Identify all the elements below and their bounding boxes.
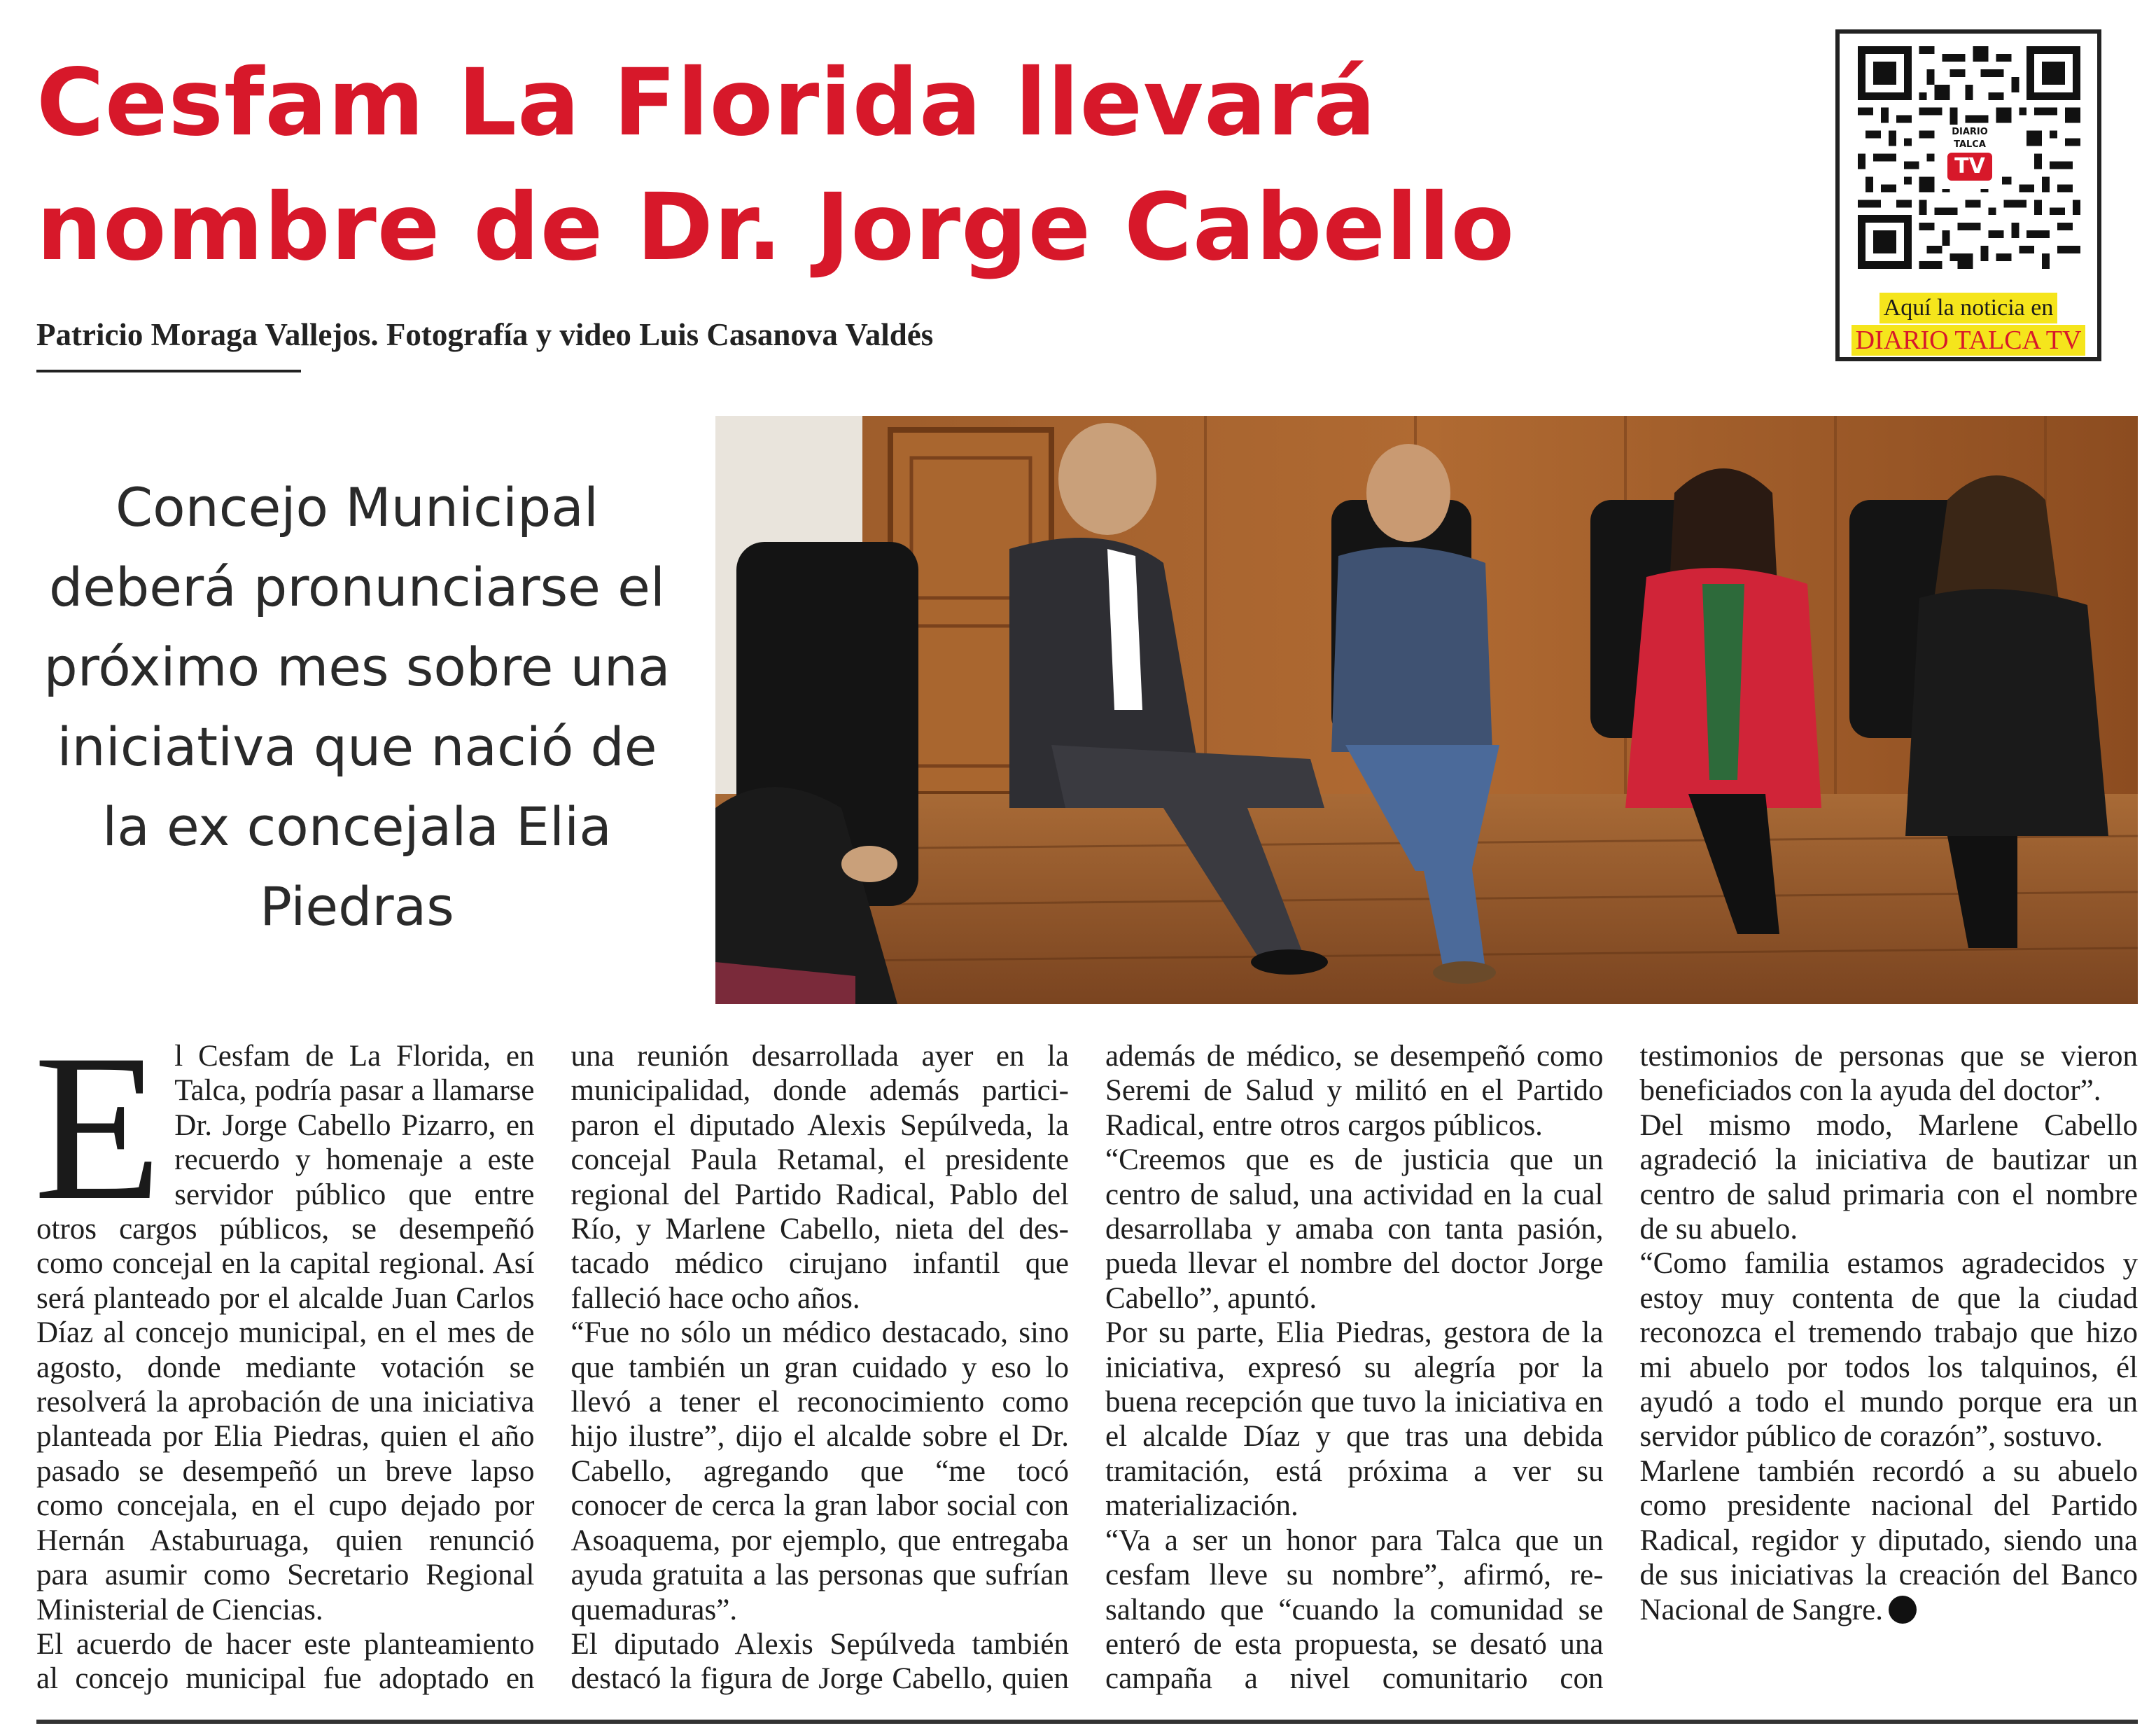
qr-caption-line-1: Aquí la noticia en [1879,293,2058,323]
article-body [34,1011,2138,1725]
logo-brand-line-1: DIARIO [1952,127,1988,137]
article-paragraph: “Fue no sólo un médico destacado, sino que también un gran cuidado y eso lo llevó a tener el reconocimiento como hijo ilustre”, dijo el alcalde sobre el Dr. Cabello, agregando que “me tocó conocer de cerca la gran labor social con Asoaquema, por ejemplo, que entregaba ayuda gratuita a las personas que sufrían quemaduras”. [570,1316,1069,1626]
article-paragraph: El diputado Alexis Sepúlveda también destacó la figura de Jorge Cabello, quien además de médico, se desempeñó como Seremi de Salud y militó en el Partido Radical, entre otros cargos públicos. [570,1040,1604,1696]
logo-tv-badge: TV [1947,153,1992,181]
bottom-rule [36,1720,2138,1724]
subheadline: Concejo Municipal deberá pronunciarse el próximo mes sobre una iniciativa que nació de la ex concejala Elia Piedras [43,476,671,938]
article-paragraph: Del mismo modo, Marlene Cabello agradeció la iniciativa de bautizar un centro de salud primaria con el nombre de su abuelo. [1639,1108,2138,1246]
logo-brand-line-2: TALCA [1954,139,1986,150]
drop-cap: E [34,1011,162,1243]
article-paragraph: “Como familia estamos agradecidos y estoy muy contenta de que la ciudad reconozca el tremendo trabajo que hizo mi abuelo por todos los talquinos, él ayudó a todo el mundo porque era un servidor público de corazón”, sostuvo. [1639,1247,2138,1454]
article-paragraph-last [1640,1454,2138,1627]
qr-code-box[interactable] [1835,29,2101,361]
byline: Patricio Moraga Vallejos. Fotografía y video Luis Casanova Valdés [36,317,934,352]
article-paragraph: “Creemos que es de justicia que un centro de salud, una actividad en la cual desarrollaba y amaba con tanta pasión, pueda llevar el nombre del doctor Jorge Cabello”, apuntó. [1105,1143,1604,1315]
byline-rule [36,370,301,372]
diario-talca-tv-logo [1938,125,2002,189]
article-paragraph [34,1011,535,1627]
paragraph-text: l Cesfam de La Florida, en Talca, podría pasar a llamarse Dr. Jorge Cabello Pizarro, en recuerdo y homenaje a este servidor público que entre otros cargos públicos, se desempeñó como concejal en la capital regional. Así será planteado por el alcalde Juan Carlos Díaz al concejo municipal, en el mes de agosto, donde mediante votación se resolverá la aprobación de una iniciativa planteada por Elia Piedras, quien el año pasado se desempeñó un breve lapso como concejala, en el cupo dejado por Hernán Astaburuaga, quien renunció para asumir como Secretario Regional Ministerial de Ciencias. [36,1040,535,1626]
end-of-article-bullet-icon [1889,1596,1917,1624]
paragraph-text: Marlene también recordó a su abuelo como presidente nacional del Partido Radical, regidor y diputado, siendo una de sus iniciativas la creación del Banco Nacional de Sangre. [1639,1454,2138,1626]
article-paragraph: El acuerdo de hacer este planteamiento al concejo municipal fue adoptado en una reunión desarrollada ayer en la municipalidad, donde además participaron el diputado Alexis Sepúlveda, la concejal Paula Retamal, el presidente regional del Partido Radical, Pablo del Río, y Marlene Cabello, nieta del destacado médico cirujano infantil que falleció hace ocho años. [36,1040,1069,1696]
qr-caption [1840,293,2097,356]
meeting-photo-illustration [715,416,2138,1004]
headline [36,41,1515,290]
meeting-photo [715,416,2138,1004]
headline-line-2: nombre de Dr. Jorge Cabello [36,174,1516,281]
headline-line-1: Cesfam La Florida llevará [36,49,1377,157]
article-paragraph: “Va a ser un honor para Talca que un cesfam lleve su nombre”, afirmó, resaltando que “cuando la comunidad se enteró de esta propuesta, se desató una campaña a nivel comunitario con testimonios de personas que se vieron beneficiados con la ayuda del doctor”. [1105,1040,2138,1696]
article-paragraph: Por su parte, Elia Piedras, gestora de la iniciativa, expresó su alegría por la buena recepción que tuvo la iniciativa en el alcalde Díaz y que tras una debida tramitación, está próxima a ver su materialización. [1105,1316,1604,1523]
qr-caption-line-2: DIARIO TALCA TV [1851,325,2086,356]
